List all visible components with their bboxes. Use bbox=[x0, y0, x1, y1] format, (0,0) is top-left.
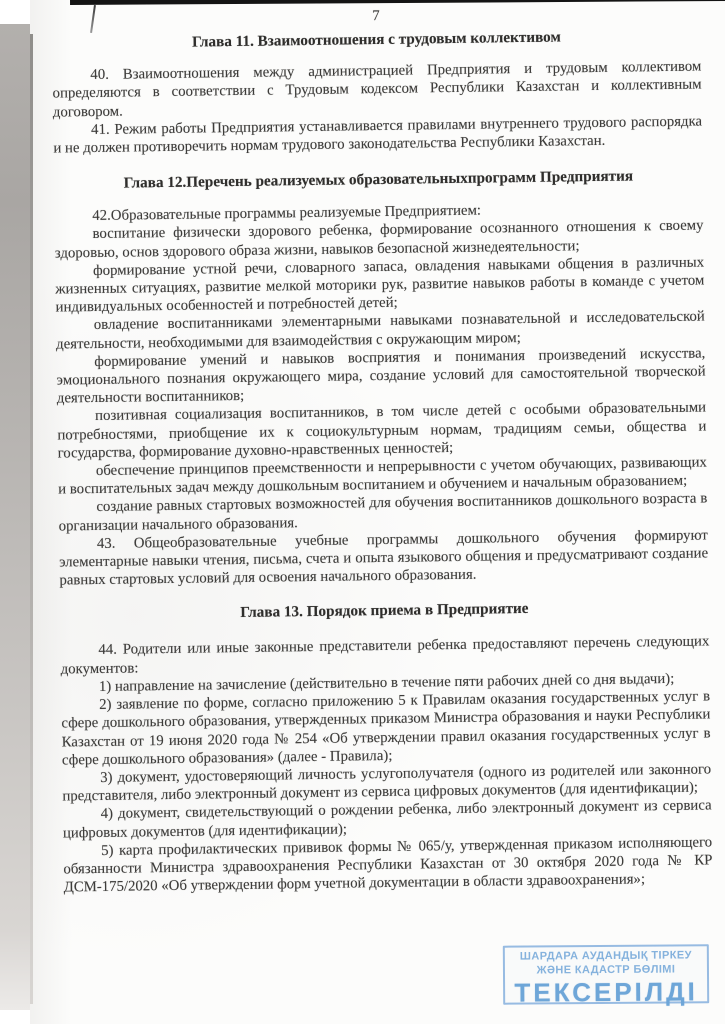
paragraph-40: 40. Взаимоотношения между администрацией Предприятия и трудовым коллективом определяются в соответствии с Трудовым кодексом Республики Казахстан и коллективным договором. bbox=[52, 58, 702, 121]
document-page bbox=[51, 3, 712, 897]
verification-stamp bbox=[503, 944, 709, 1008]
paragraph-41: 41. Режим работы Предприятия устанавливается правилами внутреннего трудового распорядка и не должен противоречить нормам трудового законодательства Республики Казахстан. bbox=[53, 113, 703, 157]
program-item-3: овладение воспитанниками элементарными навыками познавательной и исследовательской деятельности, необходимыми для взаимодействия с окружающим миром; bbox=[56, 308, 705, 353]
page-number: 7 bbox=[372, 7, 380, 25]
document-item-2: 2) заявление по форме, согласно приложению 5 к Правилам оказания государственных услуг в сфере дошкольного образования, утвержденных приказом Министра образования и науки Республики Казахстан от 19 июня 2020 года № 254 «Об утверждении правил оказания государственных услуг в сфере дошкольного образования» (далее - Правила); bbox=[61, 688, 711, 769]
program-item-4: формирование умений и навыков восприятия и понимания произведений искусства, эмоционального познания окружающего мира, создание условий для самостоятельной творческой деятельности воспитанников; bbox=[56, 345, 706, 407]
paragraph-43: 43. Общеобразовательные учебные программы дошкольного обучения формируют элементарные навыки чтения, письма, счета и опыта языкового общения и предусматривают создание равных стартовых условий для освоения начального образования. bbox=[59, 527, 709, 589]
program-item-1: воспитание физически здорового ребенка, формирование осознанного отношения к своему здоровью, основ здорового образа жизни, навыков безопасной жизнедеятельности; bbox=[54, 217, 704, 262]
document-item-5: 5) карта профилактических прививок формы № 065/у, утвержденная приказом исполняющего обязанности Министра здравоохранения Республики Казахстан от 30 октября 2020 года № КР ДСМ-175/2020 «Об утверждении форм учетной документации в области здравоохранения»; bbox=[63, 834, 713, 896]
document-item-4: 4) документ, свидетельствующий о рождении ребенка, либо электронный документ из сервиса цифровых документов (для идентификации); bbox=[62, 797, 712, 842]
program-item-2: формирование устной речи, словарного запаса, овладения навыками общения в различных жизненных ситуациях, развитие мелкой моторики рук, развитие навыков работы в команде с учетом индивидуальных особенностей и потребностей детей; bbox=[55, 254, 705, 316]
chapter-13-heading: Глава 13. Порядок приема в Предприятие bbox=[240, 600, 529, 622]
stamp-verified-text: ТЕКСЕРІЛДІ bbox=[514, 976, 698, 1008]
program-item-6: обеспечение принципов преемственности и непрерывности с учетом обучающих, развивающих и воспитательных задач между дошкольным воспитанием и обучением и начальным образованием; bbox=[58, 454, 707, 498]
stamp-office-line-1: ШАРДАРА АУДАНДЫҚ ТІРКЕУ bbox=[519, 949, 692, 963]
document-item-1: 1) направление на зачисление (действительно в течение пяти рабочих дней со дня выдачи); bbox=[98, 670, 675, 695]
scan-edge-left bbox=[0, 24, 30, 1010]
chapter-11-heading: Глава 11. Взаимоотношения с трудовым коллективом bbox=[191, 28, 561, 51]
program-item-5: позитивная социализация воспитанников, в том числе детей с особыми образовательными потребностями, приобщение их к социокультурным нормам, традициям семьи, общества и государства, формирование духовно-нравственных ценностей; bbox=[57, 399, 707, 462]
paragraph-44-intro: 44. Родители или иные законные представители ребенка предоставляют перечень следующих документов: bbox=[60, 633, 710, 678]
program-item-7: создание равных стартовых возможностей для обучения воспитанников дошкольного возраста в организации начального образования. bbox=[58, 490, 708, 535]
chapter-12-heading: Глава 12.Перечень реализуемых образовательныхпрограмм Предприятия bbox=[123, 167, 634, 192]
document-item-3: 3) документ, удостоверяющий личность услугополучателя (одного из родителей или законного представителя, либо электронный документ из сервиса цифровых документов (для идентификации); bbox=[62, 761, 712, 805]
paragraph-42-intro: 42.Образовательные программы реализуемые Предприятием: bbox=[92, 202, 482, 225]
stamp-office-line-2: ЖӘНЕ КАДАСТР БӨЛІМІ bbox=[536, 963, 676, 976]
